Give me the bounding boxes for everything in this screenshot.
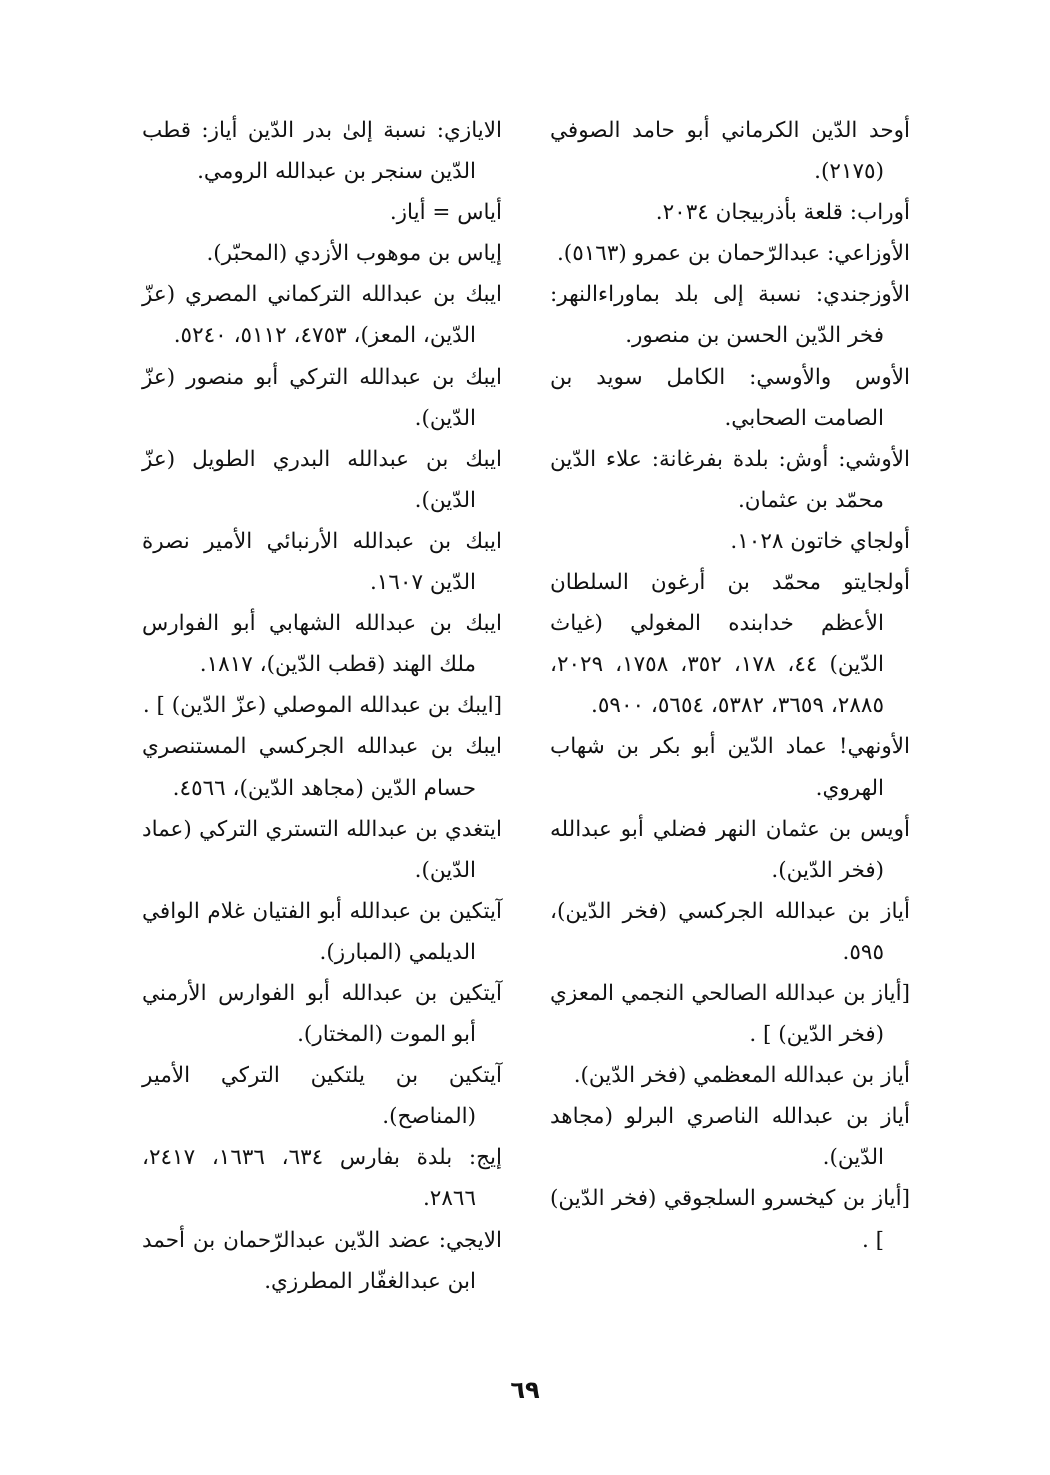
index-entry: أياس = أياز. [389,200,502,226]
index-entry: أولجايتو محمّد بن أرغون السلطان الأعظم خدابنده المغولي (غياث الدّين) ٤٤، ١٧٨، ٣٥٢، ١٧٥٨، ٢٠٢٩، ٢٨٨٥، ٣٦٥٩، ٥٣٨٢، ٥٦٥٤، ٥٩٠٠. [550,570,910,719]
index-entry: الأوشي: أوش: بلدة بفرغانة: علاء الدّين محمّد بن عثمان. [550,446,910,513]
index-entry: آيتكين بن عبدالله أبو الفتيان غلام الوافي الديلمي (المبارز). [142,898,502,965]
index-entry: ايبك بن عبدالله البدري الطويل (عزّ الدّين). [142,446,502,513]
index-entry: الأوس والأوسي: الكامل سويد بن الصامت الصحابي. [550,364,910,431]
index-entry: [ايبك بن عبدالله الموصلي (عزّ الدّين) ] . [142,693,502,719]
index-entry: إياس بن موهوب الأزدي (المحبّر). [206,241,502,267]
index-entry: الايازي: نسبة إلىٰ بدر الدّين أياز: قطب الدّين سنجر بن عبدالله الرومي. [142,118,502,185]
index-entry: الايجي: عضد الدّين عبدالرّحمان بن أحمد ابن عبدالغفّار المطرزي. [142,1227,502,1294]
index-entry: إيج: بلدة بفارس ٦٣٤، ١٦٣٦، ٢٤١٧، ٢٨٦٦. [142,1145,502,1212]
index-entry: ايبك بن عبدالله الجركسي المستنصري حسام الدّين (مجاهد الدّين)، ٤٥٦٦. [142,734,502,801]
index-entry: ايبك بن عبدالله التركماني المصري (عزّ الدّين، المعز)، ٤٧٥٣، ٥١١٢، ٥٢٤٠. [142,282,502,349]
index-entry: [أياز بن كيخسرو السلجوقي (فخر الدّين) ] . [550,1186,910,1253]
index-entry: أياز بن عبدالله الناصري البرلو (مجاهد الدّين). [550,1104,910,1171]
index-entry: ايبك بن عبدالله الشهابي أبو الفوارس ملك الهند (قطب الدّين)، ١٨١٧. [142,611,502,678]
index-entry: أياز بن عبدالله الجركسي (فخر الدّين)، ٥٩٥. [550,898,910,965]
index-entry: أولجاي خاتون ١٠٢٨. [730,528,910,554]
index-entry: [أياز بن عبدالله الصالحي النجمي المعزي (فخر الدّين) ] . [550,980,910,1048]
index-entry: ايبك بن عبدالله الأرنبائي الأمير نصرة الدّين ١٦٠٧. [142,528,502,596]
index-entry: الأونهي! عماد الدّين أبو بكر بن شهاب الهروي. [550,734,910,801]
page-number: ٦٩ [510,1376,540,1404]
index-entry: آيتكين بن عبدالله أبو الفوارس الأرمني أبو الموت (المختار). [142,980,502,1048]
index-entry: أياز بن عبدالله المعظمي (فخر الدّين). [573,1063,910,1089]
index-entry: أوراب: قلعة بأذربيجان ٢٠٣٤. [655,200,910,226]
index-column-right [550,110,910,1261]
index-entry: ايتغدي بن عبدالله التستري التركي (عماد الدّين). [142,816,502,883]
index-column-left [142,110,502,1302]
index-entry: الأوزجندي: نسبة إلى بلد بماوراءالنهر: فخر الدّين الحسن بن منصور. [550,282,910,349]
index-entry: ايبك بن عبدالله التركي أبو منصور (عزّ الدّين). [142,364,502,431]
index-entry: أوحد الدّين الكرماني أبو حامد الصوفي (٢١٧٥). [550,118,910,185]
index-entry: الأوزاعي: عبدالرّحمان بن عمرو (٥١٦٣). [556,241,910,267]
index-entry: آيتكين بن يلتكين التركي الأمير (المناصح). [142,1063,502,1130]
index-entry: أويس بن عثمان النهر فضلي أبو عبدالله (فخر الدّين). [550,816,910,883]
